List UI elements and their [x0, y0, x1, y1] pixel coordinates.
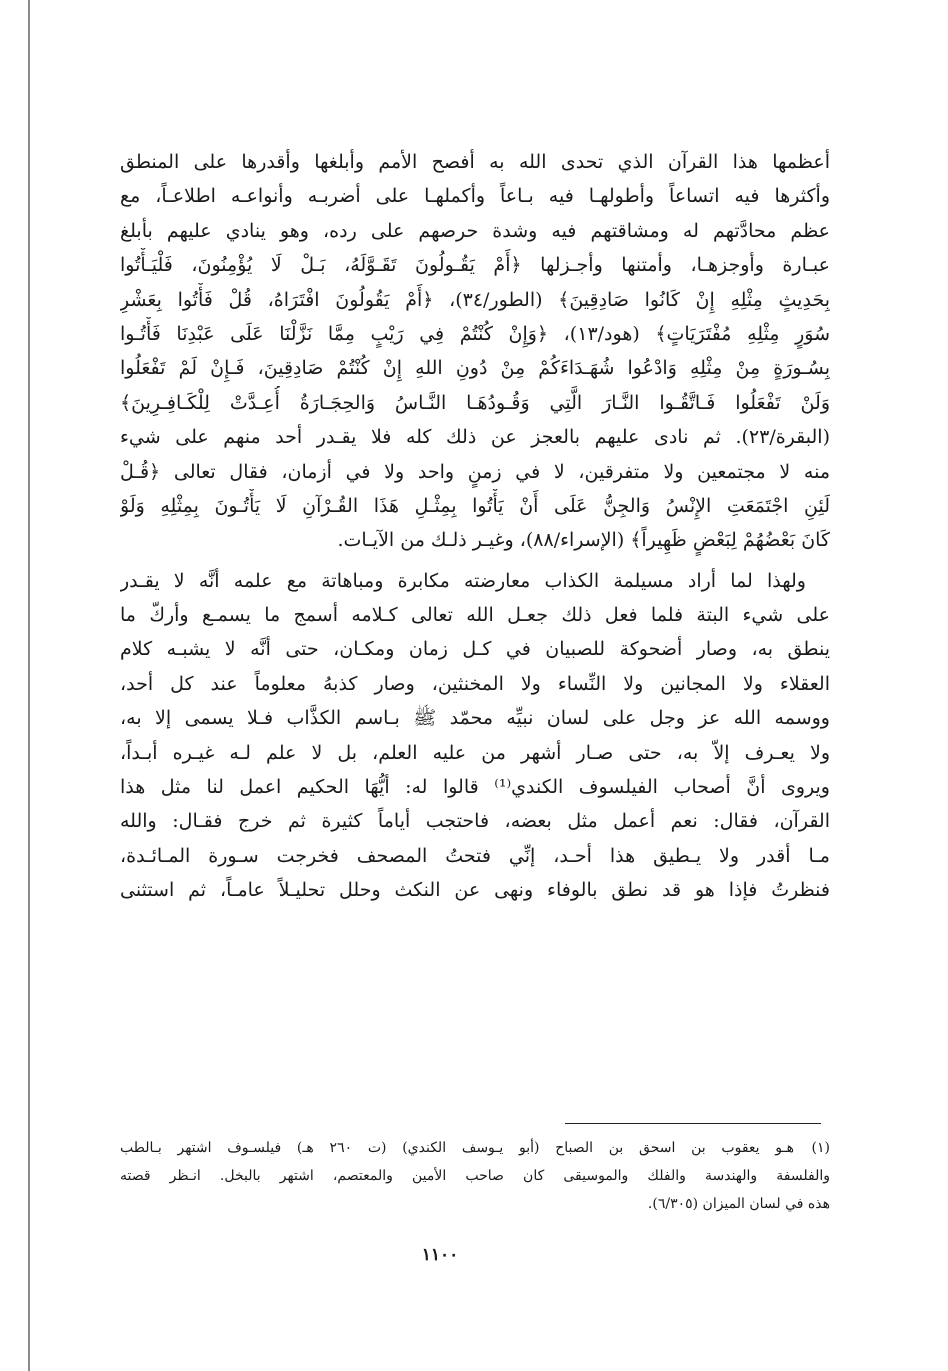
footnote-line: والفلسفة والهندسة والفلك والموسيقى كان صاحب الأمين والمعتصم، اشتهر بالبخل. انـظر قصته — [120, 1168, 830, 1184]
text-line: وَلَنْ تَفْعَلُوا فَـاتَّقُـوا النَّـارَ الَّتِي وَقُـودُهَـا النَّـاسُ وَالحِجَـارَةُ أُعِـدَّتْ لِلْكَـافِـرِينَ﴾ — [120, 391, 830, 414]
text-line: (البقرة/٢٣). ثم نادى عليهم بالعجز عن ذلك كله فلا يقـدر أحد منهم على شيء — [120, 426, 830, 449]
footnote-line: هذه في لسان الميزان (٦/٣٠٥). — [647, 1196, 830, 1212]
text-line: ويروى أنَّ أصحاب الفيلسوف الكندي⁽¹⁾ قالوا له: أيُّهَا الحكيم اعمل لنا مثل هذا — [120, 776, 830, 799]
text-line: أعظمها هذا القرآن الذي تحدى الله به أفصح الأمم وأبلغها وأقدرها على المنطق — [120, 151, 830, 173]
page-number: ١١٠٠ — [421, 1245, 459, 1265]
text-line: عظم محادَّتهم له ومشاقتهم فيه وشدة حرصهم على رده، وهو ينادي عليهم بأبلغ — [120, 219, 830, 242]
main-text — [120, 145, 830, 908]
footnote-line — [120, 1134, 830, 1162]
text-line: وأكثرها فيه اتساعاً وأطولهـا فيه بـاعاً وأكملهـا على أضربـه وأنواعـه اطلاعـاً، مع — [120, 185, 830, 208]
text-line: القرآن، فقال: نعم أعمل مثل بعضه، فاحتجب أياماً كثيرة ثم خرج فقـال: والله — [120, 810, 830, 833]
text-line: ولهذا لما أراد مسيلمة الكذاب معارضته مكابرة ومباهاتة مع علمه أنَّه لا يقـدر — [120, 569, 806, 592]
text-line: فنظرتُ فإذا هو قد نطق بالوفاء ونهى عن النكث وحلل تحليـلاً عامـاً، ثم استثنى — [120, 879, 830, 902]
text-line: بِسُـورَةٍ مِنْ مِثْلِهِ وَادْعُوا شُهَـدَاءَكُمْ مِنْ دُونِ اللهِ إِنْ كُنْتُمْ صَادِقِينَ، فَـإِنْ لَمْ تَفْعَلُوا — [120, 357, 830, 380]
text-line: على شيء البتة فلما فعل ذلك جعـل الله تعالى كـلامه أسمج ما يسمـع وأركّ ما — [120, 604, 830, 627]
text-line: عبـارة وأوجزهـا، وأمتنها وأجـزلها ﴿أَمْ يَقُـولُونَ تَقَـوَّلَهُ، بَـلْ لَا يُؤْمِنُونَ، فَلْيَـأْتُوا — [120, 254, 830, 277]
text-line: العقلاء ولا المجانين ولا النِّساء ولا المخنثين، وصار كذبهُ معلوماً عند كل أحد، — [120, 672, 830, 695]
text-line: ينطق به، وصار أضحوكة للصبيان في كـل زمان ومكـان، حتى أنَّه لا يشبـه كلام — [120, 638, 830, 661]
text-line: ووسمه الله عز وجل على لسان نبيِّه محمّد ﷺ بـاسم الكذَّاب فـلا يسمى إلا به، — [120, 707, 830, 730]
text-line: منه لا مجتمعين ولا متفرقين، لا في زمنٍ واحد ولا في أزمان، فقال تعالى ﴿قُـلْ — [120, 460, 830, 483]
text-line: بِحَدِيثٍ مِثْلِهِ إِنْ كَانُوا صَادِقِينَ﴾ (الطور/٣٤)، ﴿أَمْ يَقُولُونَ افْتَرَاهُ، قُلْ فَأْتُوا بِعَشْرِ — [120, 288, 830, 311]
text-line: ولا يعـرف إلاّ به، حتى صـار أشهر من عليه العلم، بل لا علم لـه غيـره أبـداً، — [120, 741, 830, 764]
footnote-text: هـو يعقوب بن اسحق بن الصباح (أبو يـوسف الكندي) (ت ٢٦٠ هـ) فيلسـوف اشتهر بـالطب — [120, 1140, 794, 1156]
scan-edge-line — [28, 0, 30, 1371]
text-line: لَئِنِ اجْتَمَعَتِ الإِنْسُ وَالجِنُّ عَلَى أَنْ يَأْتُوا بِمِثْـلِ هَذَا القُـرْآنِ لَا يَأْتُـونَ بِمِثْلِهِ وَلَوْ — [120, 494, 830, 517]
footnote-separator — [565, 1123, 821, 1124]
footnote-marker: (١) — [811, 1140, 830, 1156]
text-line: كَانَ بَعْضُهُمْ لِبَعْضٍ ظَهِيراً﴾ (الإسراء/٨٨)، وغيـر ذلـك من الآيـات. — [337, 529, 830, 552]
text-line: سُوَرٍ مِثْلِهِ مُفْتَرَيَاتٍ﴾ (هود/١٣)، ﴿وَإِنْ كُنْتُمْ فِي رَيْبٍ مِمَّا نَزَّلْنَا عَلَى عَبْدِنَا فَأْتُـوا — [120, 322, 830, 345]
text-line: مـا أقدر ولا يـطيق هذا أحـد، إنِّي فتحتُ المصحف فخرجت سـورة المـائـدة، — [120, 844, 830, 867]
footnotes — [120, 1134, 830, 1218]
